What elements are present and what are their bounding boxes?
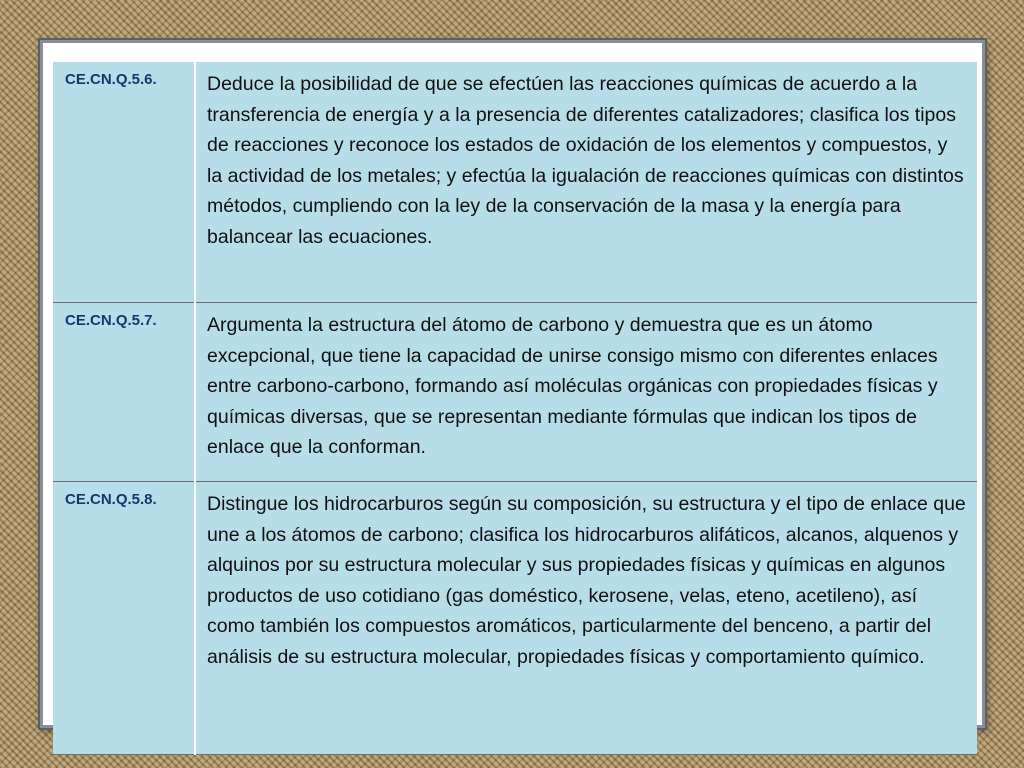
criterion-description: Distingue los hidrocarburos según su composición, su estructura y el tipo de enlace que une a los átomos de carbono; clasifica los hidrocarburos alifáticos, alcanos, alquenos y alquinos por su estructura molecular y sus propiedades físicas y químicas en algunos productos de uso cotidiano (gas doméstico, kerosene, velas, eteno, acetileno), así como también los compuestos aromáticos, particularmente del benceno, a partir del análisis de su estructura molecular, propiedades físicas y comportamiento químico.: [195, 482, 977, 755]
table-row: [53, 482, 977, 755]
criterion-description: Argumenta la estructura del átomo de carbono y demuestra que es un átomo excepcional, que tiene la capacidad de unirse consigo mismo con diferentes enlaces entre carbono-carbono, formando así moléculas orgánicas con propiedades físicas y químicas diversas, que se representan mediante fórmulas que indican los tipos de enlace que la conforman.: [195, 303, 977, 482]
slide-frame: [40, 40, 985, 728]
criteria-table: [53, 61, 977, 755]
criterion-code: CE.CN.Q.5.7.: [53, 303, 195, 482]
table-row: [53, 303, 977, 482]
criterion-code: CE.CN.Q.5.8.: [53, 482, 195, 755]
criterion-code: CE.CN.Q.5.6.: [53, 62, 195, 303]
table-row: [53, 62, 977, 303]
criterion-description: Deduce la posibilidad de que se efectúen las reacciones químicas de acuerdo a la transferencia de energía y a la presencia de diferentes catalizadores; clasifica los tipos de reacciones y reconoce los estados de oxidación de los elementos y compuestos, y la actividad de los metales; y efectúa la igualación de reacciones químicas con distintos métodos, cumpliendo con la ley de la conservación de la masa y la energía para balancear las ecuaciones.: [195, 62, 977, 303]
